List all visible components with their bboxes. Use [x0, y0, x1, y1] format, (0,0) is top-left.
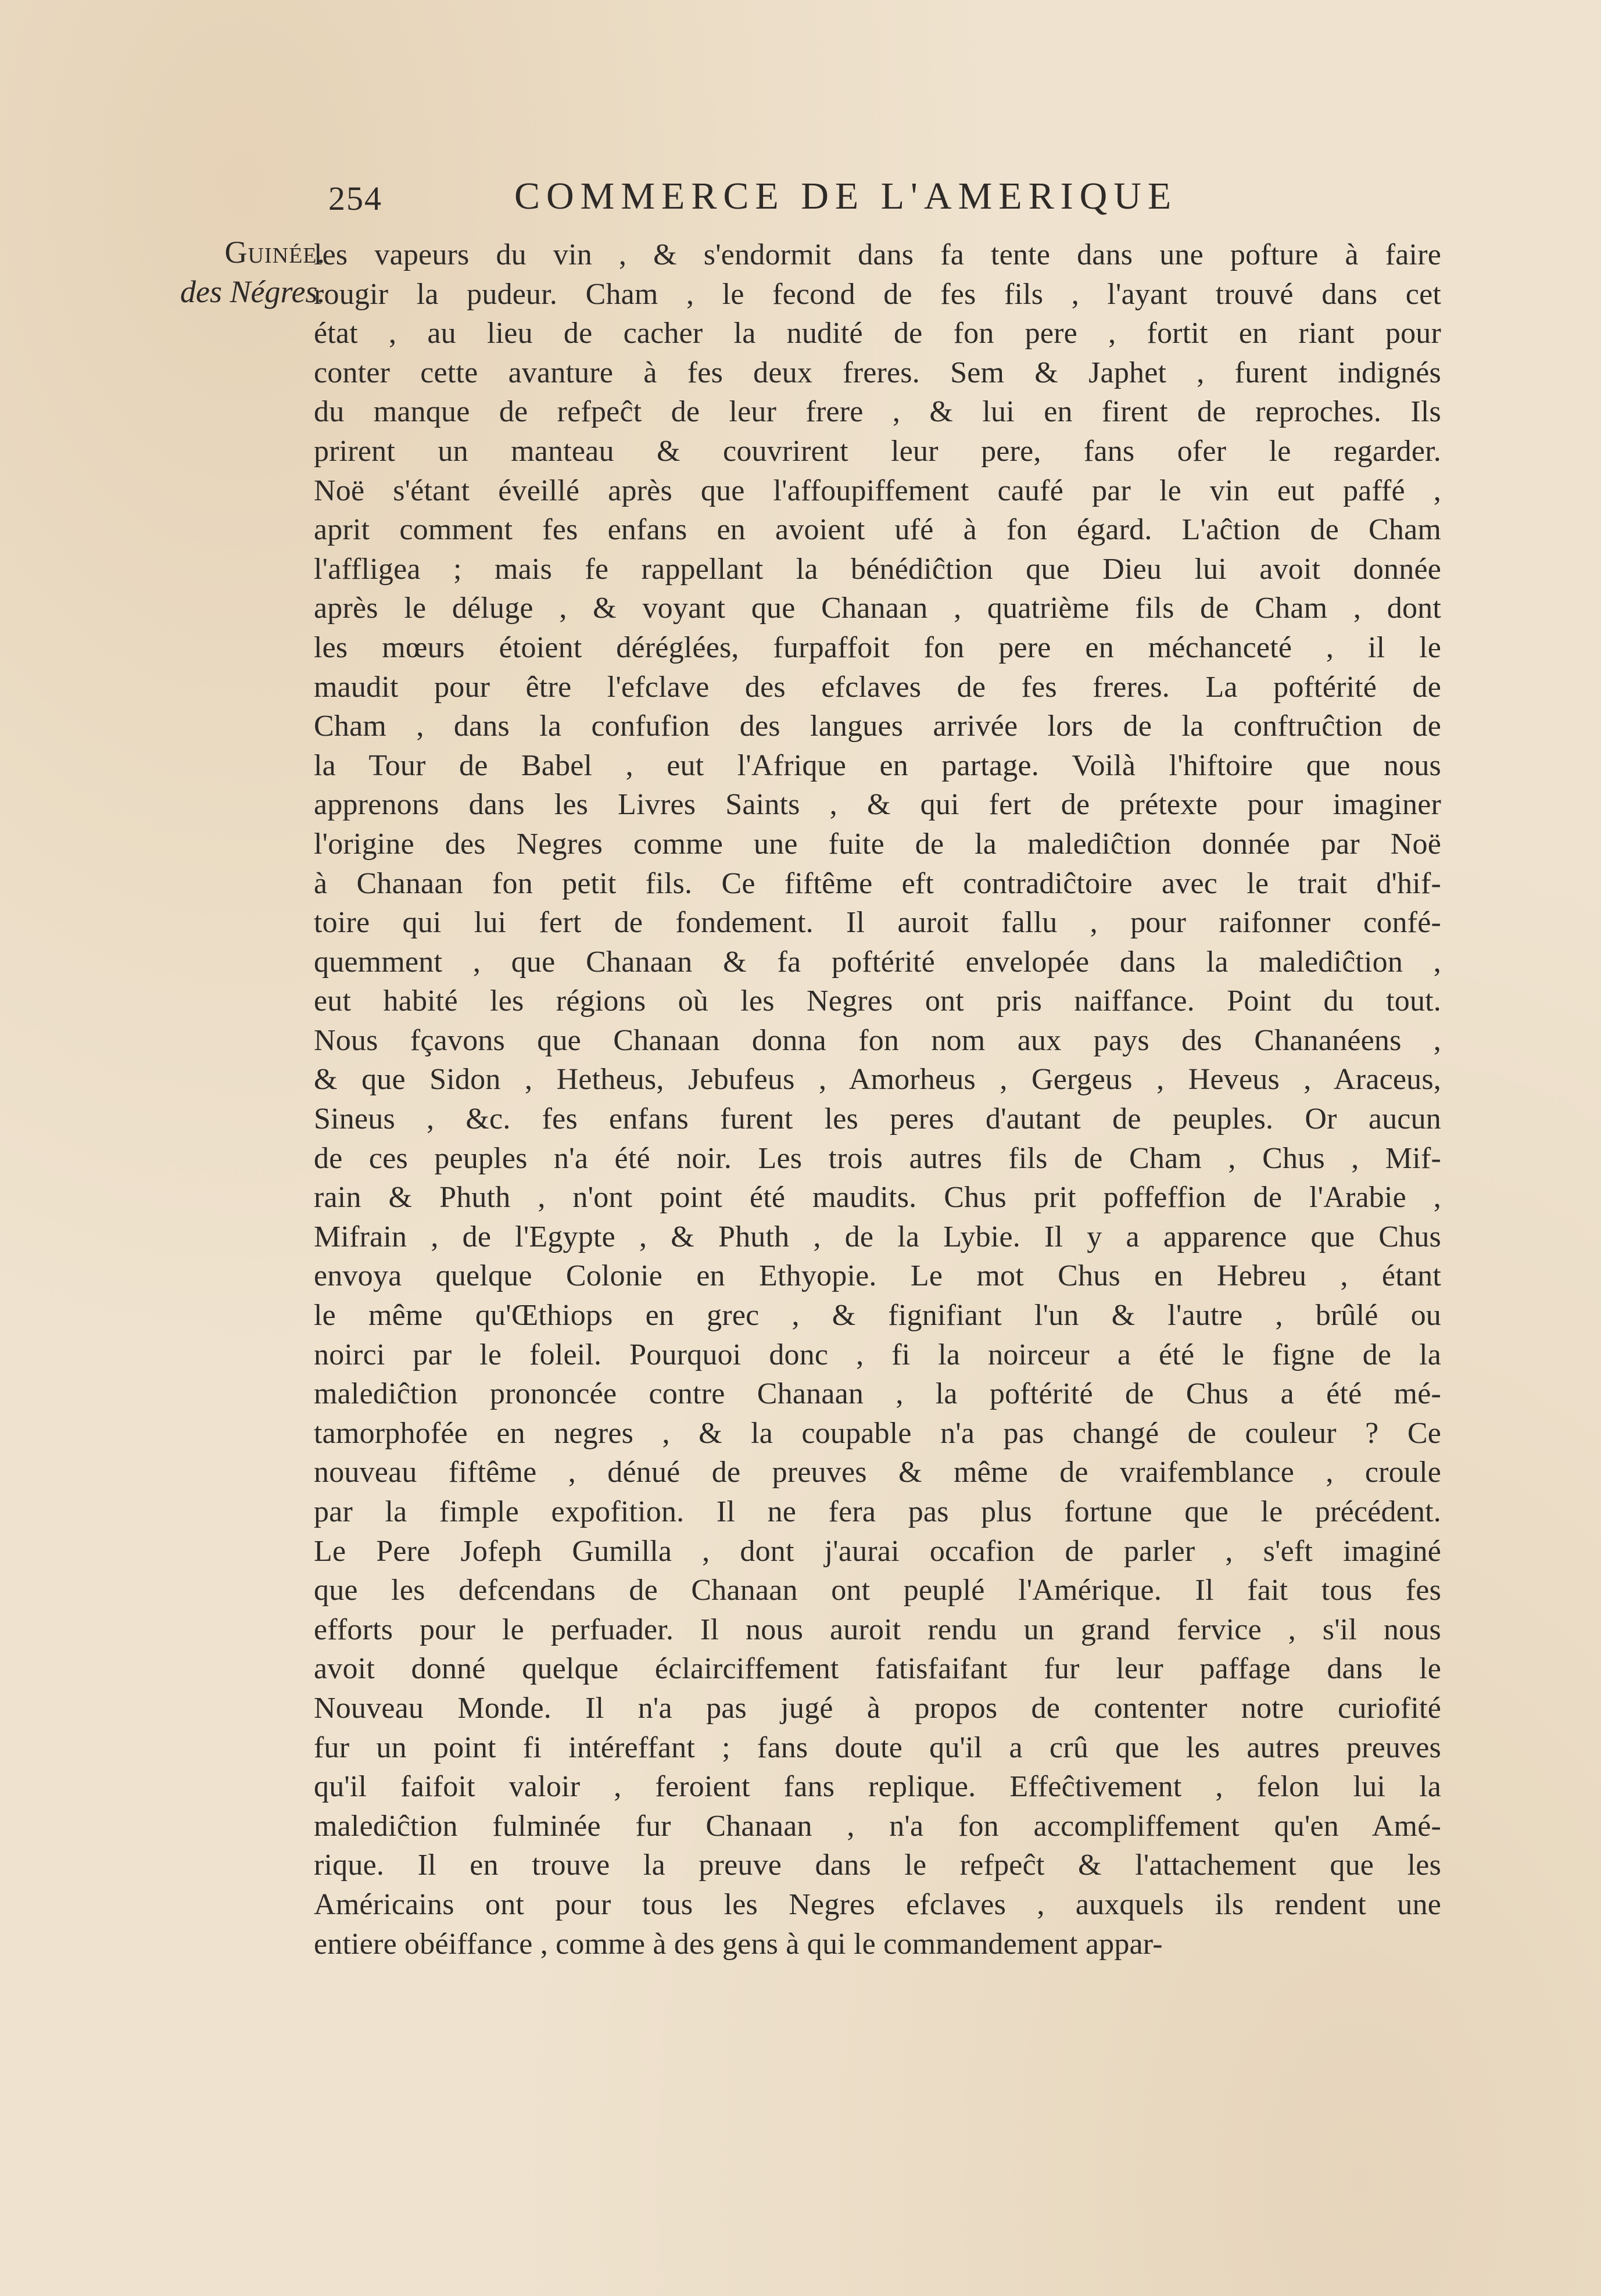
marginal-note-line: des Négres. [180, 274, 325, 309]
text-line: Sineus , &c. fes enfans furent les peres d'autant de peuples. Or aucun [314, 1102, 1441, 1136]
text-line: quemment , que Chanaan & fa poftérité envelopée dans la malediĉtion , [314, 945, 1441, 979]
text-line: après le déluge , & voyant que Chanaan , quatrième fils de Cham , dont [314, 592, 1441, 625]
text-line: avoit donné quelque éclairciffement fatisfaifant fur leur paffage dans le [314, 1652, 1441, 1686]
text-line: de ces peuples n'a été noir. Les trois autres fils de Cham , Chus , Mif- [314, 1141, 1441, 1175]
text-line: à Chanaan fon petit fils. Ce fiftême eft contradiĉtoire avec le trait d'hif- [314, 866, 1441, 900]
text-line: rain & Phuth , n'ont point été maudits. Chus prit poffeffion de l'Arabie , [314, 1181, 1441, 1215]
text-line: Cham , dans la confufion des langues arrivée lors de la conftruĉtion de [314, 710, 1441, 743]
text-line: apprenons dans les Livres Saints , & qui fert de prétexte pour imaginer [314, 788, 1441, 822]
text-line: conter cette avanture à fes deux freres. Sem & Japhet , furent indignés [314, 356, 1441, 389]
text-line: noirci par le foleil. Pourquoi donc , fi la noirceur a été le figne de la [314, 1338, 1441, 1371]
text-line: rique. Il en trouve la preuve dans le refpeĉt & l'attachement que les [314, 1849, 1441, 1882]
running-title: COMMERCE DE L'AMERIQUE [514, 175, 1178, 217]
body-text [314, 235, 1441, 1964]
text-line: Noë s'étant éveillé après que l'affoupiffement caufé par le vin eut paffé , [314, 474, 1441, 507]
text-line: Nouveau Monde. Il n'a pas jugé à propos de contenter notre curiofité [314, 1691, 1441, 1725]
text-line: malediĉtion fulminée fur Chanaan , n'a fon accompliffement qu'en Amé- [314, 1809, 1441, 1843]
text-line: envoya quelque Colonie en Ethyopie. Le mot Chus en Hebreu , étant [314, 1259, 1441, 1293]
text-line: le même qu'Œthiops en grec , & fignifiant l'un & l'autre , brûlé ou [314, 1299, 1441, 1333]
text-line: eut habité les régions où les Negres ont pris naiffance. Point du tout. [314, 984, 1441, 1018]
text-line: & que Sidon , Hetheus, Jebufeus , Amorheus , Gergeus , Heveus , Araceus, [314, 1063, 1441, 1097]
text-line: rougir la pudeur. Cham , le fecond de fes fils , l'ayant trouvé dans cet [314, 277, 1441, 311]
text-line: les mœurs étoient déréglées, furpaffoit fon pere en méchanceté , il le [314, 631, 1441, 664]
page-number: 254 [328, 180, 382, 217]
text-line: par la fimple expofition. Il ne fera pas plus fortune que le précédent. [314, 1495, 1441, 1528]
text-line: malediĉtion prononcée contre Chanaan , la poftérité de Chus a été mé- [314, 1377, 1441, 1411]
text-line: Le Pere Jofeph Gumilla , dont j'aurai occafion de parler , s'eft imaginé [314, 1534, 1441, 1568]
text-line: Mifrain , de l'Egypte , & Phuth , de la Lybie. Il y a apparence que Chus [314, 1220, 1441, 1253]
text-line: que les defcendans de Chanaan ont peuplé l'Amérique. Il fait tous fes [314, 1574, 1441, 1607]
text-line: du manque de refpeĉt de leur frere , & lui en firent de reproches. Ils [314, 395, 1441, 429]
running-head [317, 174, 1293, 227]
text-line: aprit comment fes enfans en avoient ufé à fon égard. L'aĉtion de Cham [314, 513, 1441, 547]
text-line: la Tour de Babel , eut l'Afrique en partage. Voilà l'hiftoire que nous [314, 748, 1441, 782]
text-line: fur un point fi intéreffant ; fans doute qu'il a crû que les autres preuves [314, 1731, 1441, 1764]
text-line: maudit pour être l'efclave des efclaves de fes freres. La poftérité de [314, 670, 1441, 704]
text-line: tamorphofée en negres , & la coupable n'a pas changé de couleur ? Ce [314, 1416, 1441, 1450]
text-line: Américains ont pour tous les Negres efclaves , auxquels ils rendent une [314, 1887, 1441, 1921]
text-line: qu'il faifoit valoir , feroient fans replique. Effeĉtivement , felon lui la [314, 1770, 1441, 1804]
text-line: toire qui lui fert de fondement. Il auroit fallu , pour raifonner confé- [314, 906, 1441, 940]
text-line: l'affligea ; mais fe rappellant la bénédiĉtion que Dieu lui avoit donnée [314, 552, 1441, 586]
marginal-note [116, 232, 325, 311]
text-line: les vapeurs du vin , & s'endormit dans fa tente dans une pofture à faire [314, 238, 1441, 271]
marginal-note-line: Guinée. [224, 235, 325, 270]
text-line: nouveau fiftême , dénué de preuves & même de vraifemblance , croule [314, 1456, 1441, 1489]
text-line: état , au lieu de cacher la nudité de fon pere , fortit en riant pour [314, 317, 1441, 350]
text-line: l'origine des Negres comme une fuite de la malediĉtion donnée par Noë [314, 827, 1441, 861]
text-line: Nous fçavons que Chanaan donna fon nom aux pays des Chananéens , [314, 1023, 1441, 1057]
text-line: entiere obéiffance , comme à des gens à qui le commandement appar- [314, 1927, 1163, 1961]
text-line: prirent un manteau & couvrirent leur pere, fans ofer le regarder. [314, 434, 1441, 468]
text-line: efforts pour le perfuader. Il nous auroit rendu un grand fervice , s'il nous [314, 1613, 1441, 1646]
